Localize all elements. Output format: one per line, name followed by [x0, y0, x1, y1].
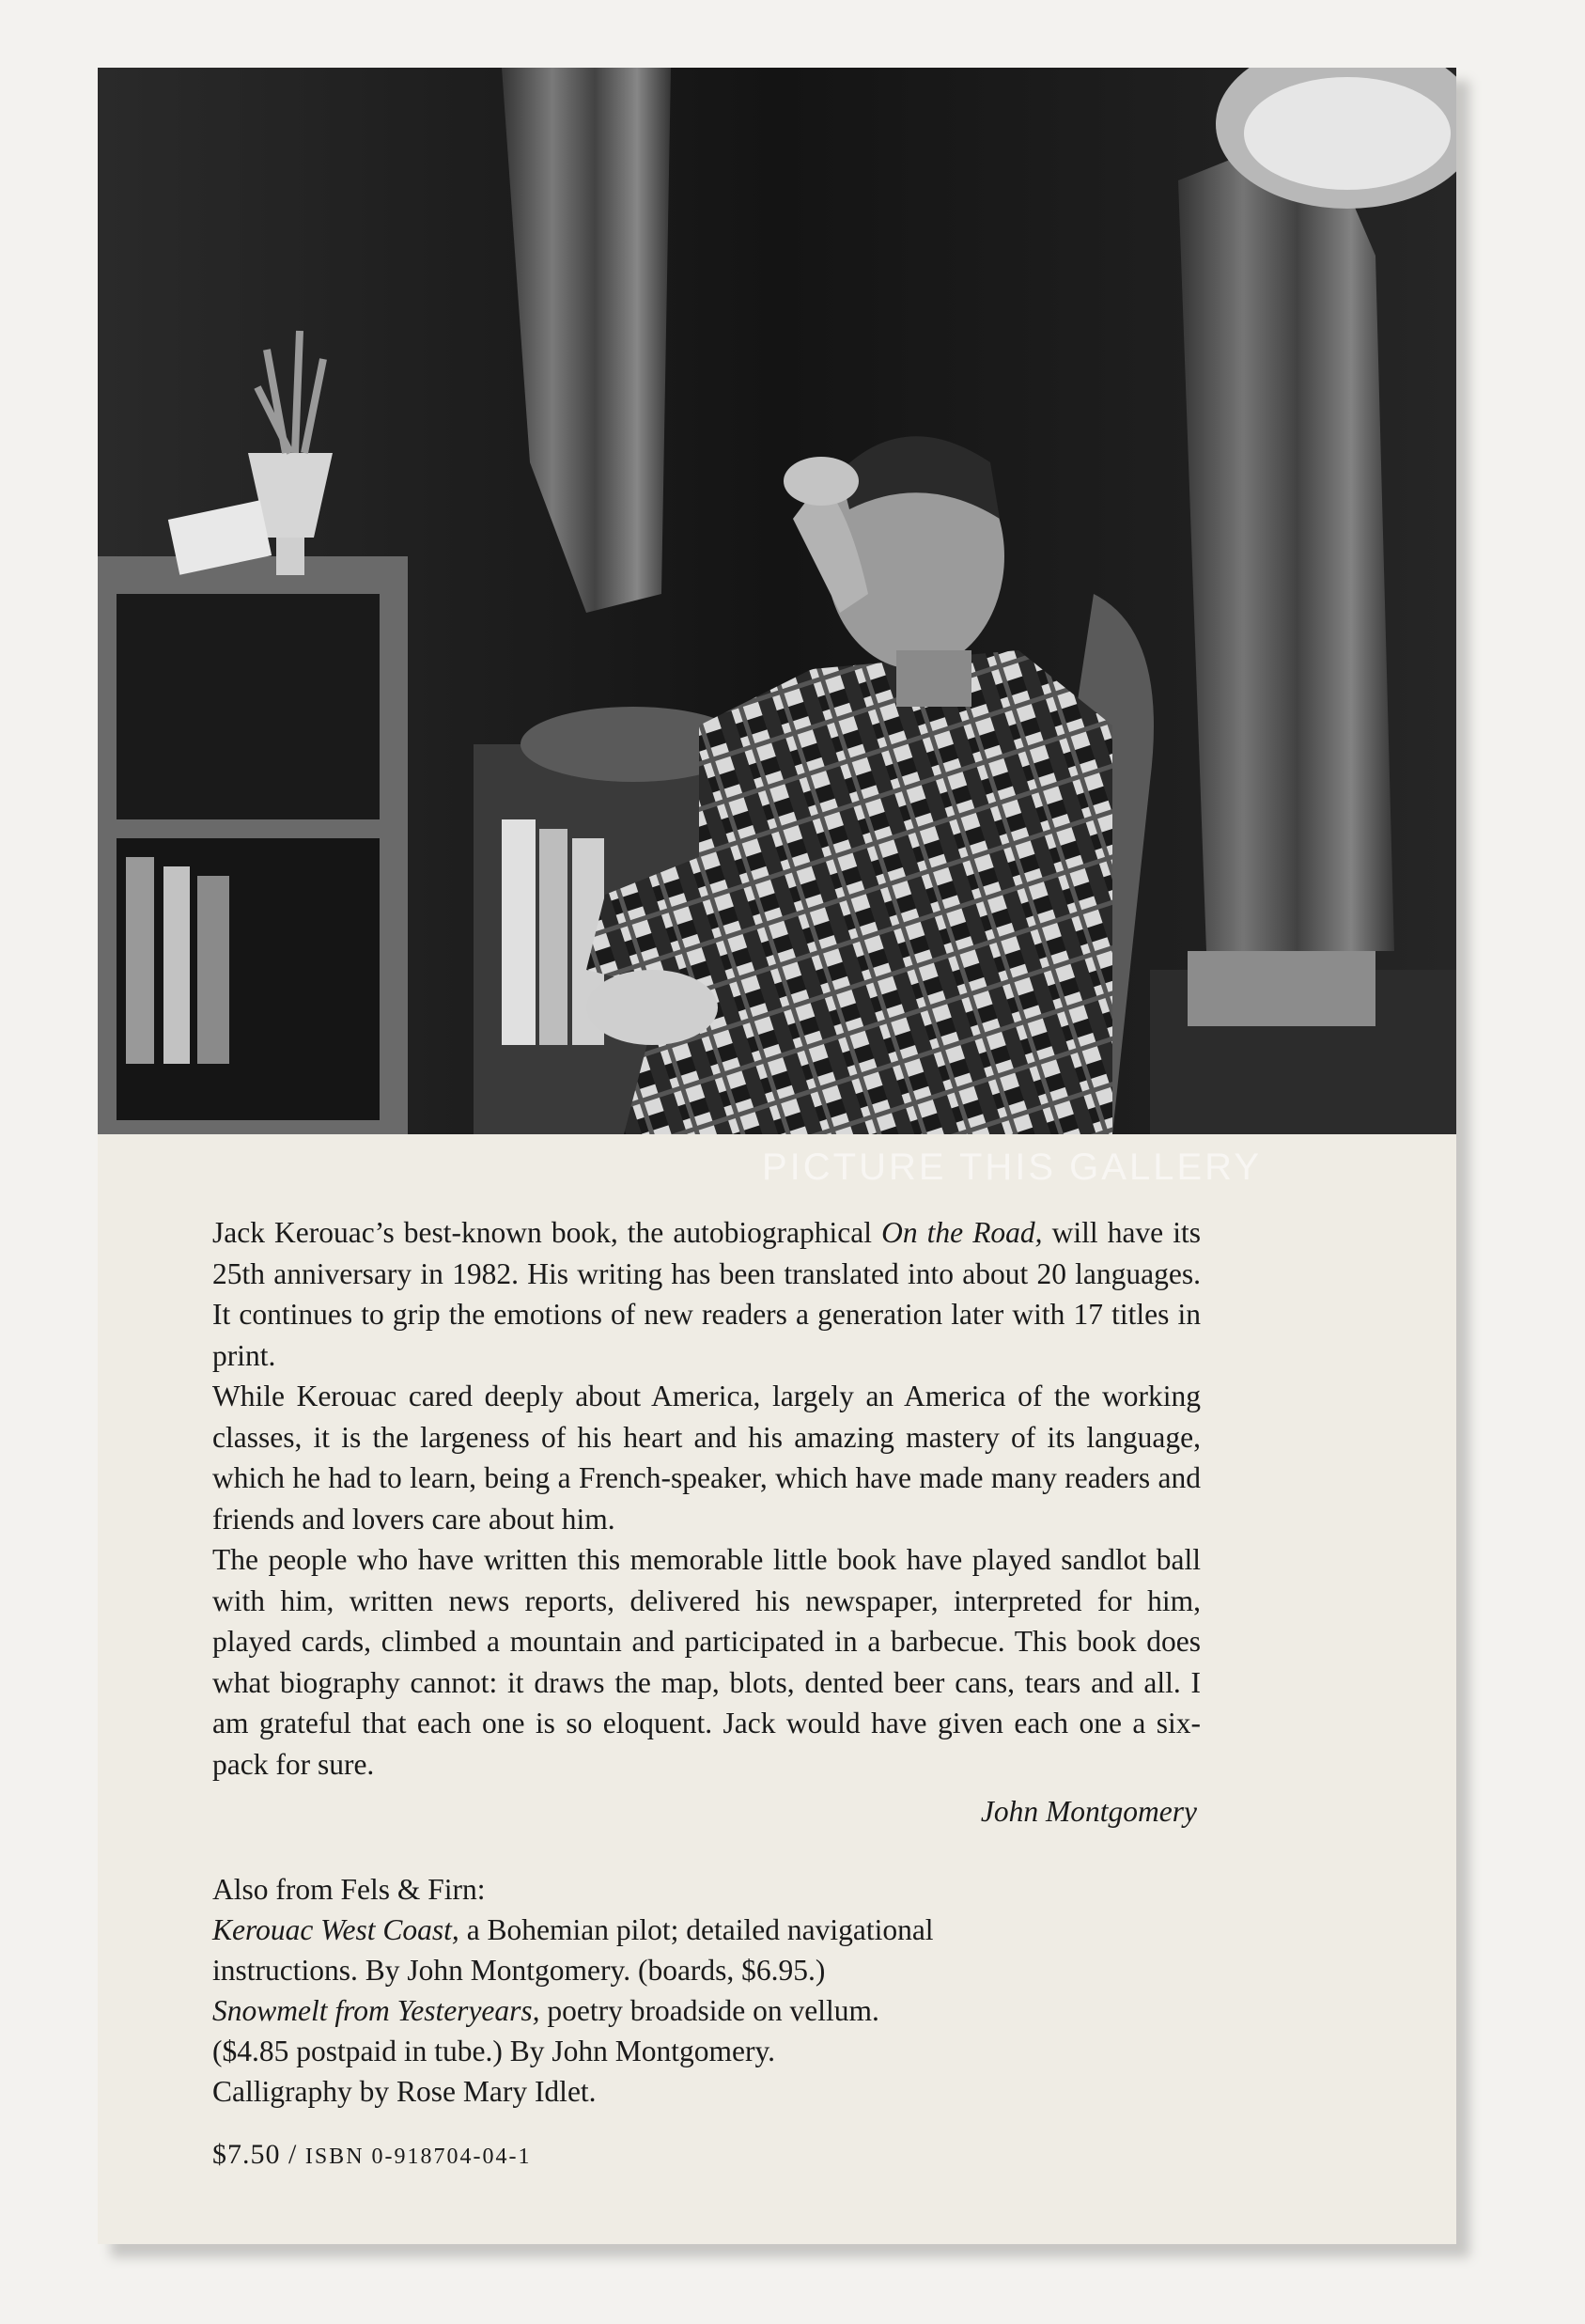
isbn: ISBN 0-918704-04-1	[304, 2145, 532, 2169]
also-from-publisher	[212, 1869, 1208, 2112]
book-listing-2-calligraphy: Calligraphy by Rose Mary Idlet.	[212, 2075, 597, 2108]
book-listing-2-details: ($4.85 postpaid in tube.) By John Montgomery.	[212, 2035, 776, 2067]
blurb-text	[212, 1212, 1201, 1785]
book-listing-1-details: instructions. By John Montgomery. (boards, $6.95.)	[212, 1954, 826, 1987]
book-listing-2: Snowmelt from Yesteryears, poetry broadside on vellum.	[212, 1994, 879, 2027]
book-listing-1: Kerouac West Coast, a Bohemian pilot; detailed navigational	[212, 1913, 934, 1946]
author-signature: John Montgomery	[980, 1795, 1197, 1828]
blurb-paragraph-1: Jack Kerouac’s best-known book, the autobiographical On the Road, will have its 25th anniversary in 1982. His writing has been translated into about 20 languages. It continues to grip the emotions of new readers a generation later with 17 titles in print.	[212, 1216, 1201, 1372]
blurb-paragraph-3: The people who have written this memorable little book have played sandlot ball with him, written news reports, delivered his newspaper, interpreted for him, played cards, climbed a mountain and participated in a barbecue. This book does what biography cannot: it draws the map, blots, dented beer cans, tears and all. I am grateful that each one is so eloquent. Jack would have given each one a six-pack for sure.	[212, 1543, 1201, 1781]
also-heading: Also from Fels & Firn:	[212, 1873, 486, 1906]
author-photograph	[98, 68, 1456, 1134]
photograph-icon	[98, 68, 1456, 1134]
price-isbn	[212, 2139, 532, 2171]
price: $7.50 /	[212, 2139, 305, 2170]
blurb-paragraph-2: While Kerouac cared deeply about America, largely an America of the working classes, it is the largeness of his heart and his amazing mastery of its language, which he had to learn, being a French-speaker, which have made many readers and friends and lovers care about him.	[212, 1380, 1201, 1536]
gallery-watermark: PICTURE THIS GALLERY	[762, 1146, 1262, 1188]
book-back-cover	[98, 68, 1456, 2244]
